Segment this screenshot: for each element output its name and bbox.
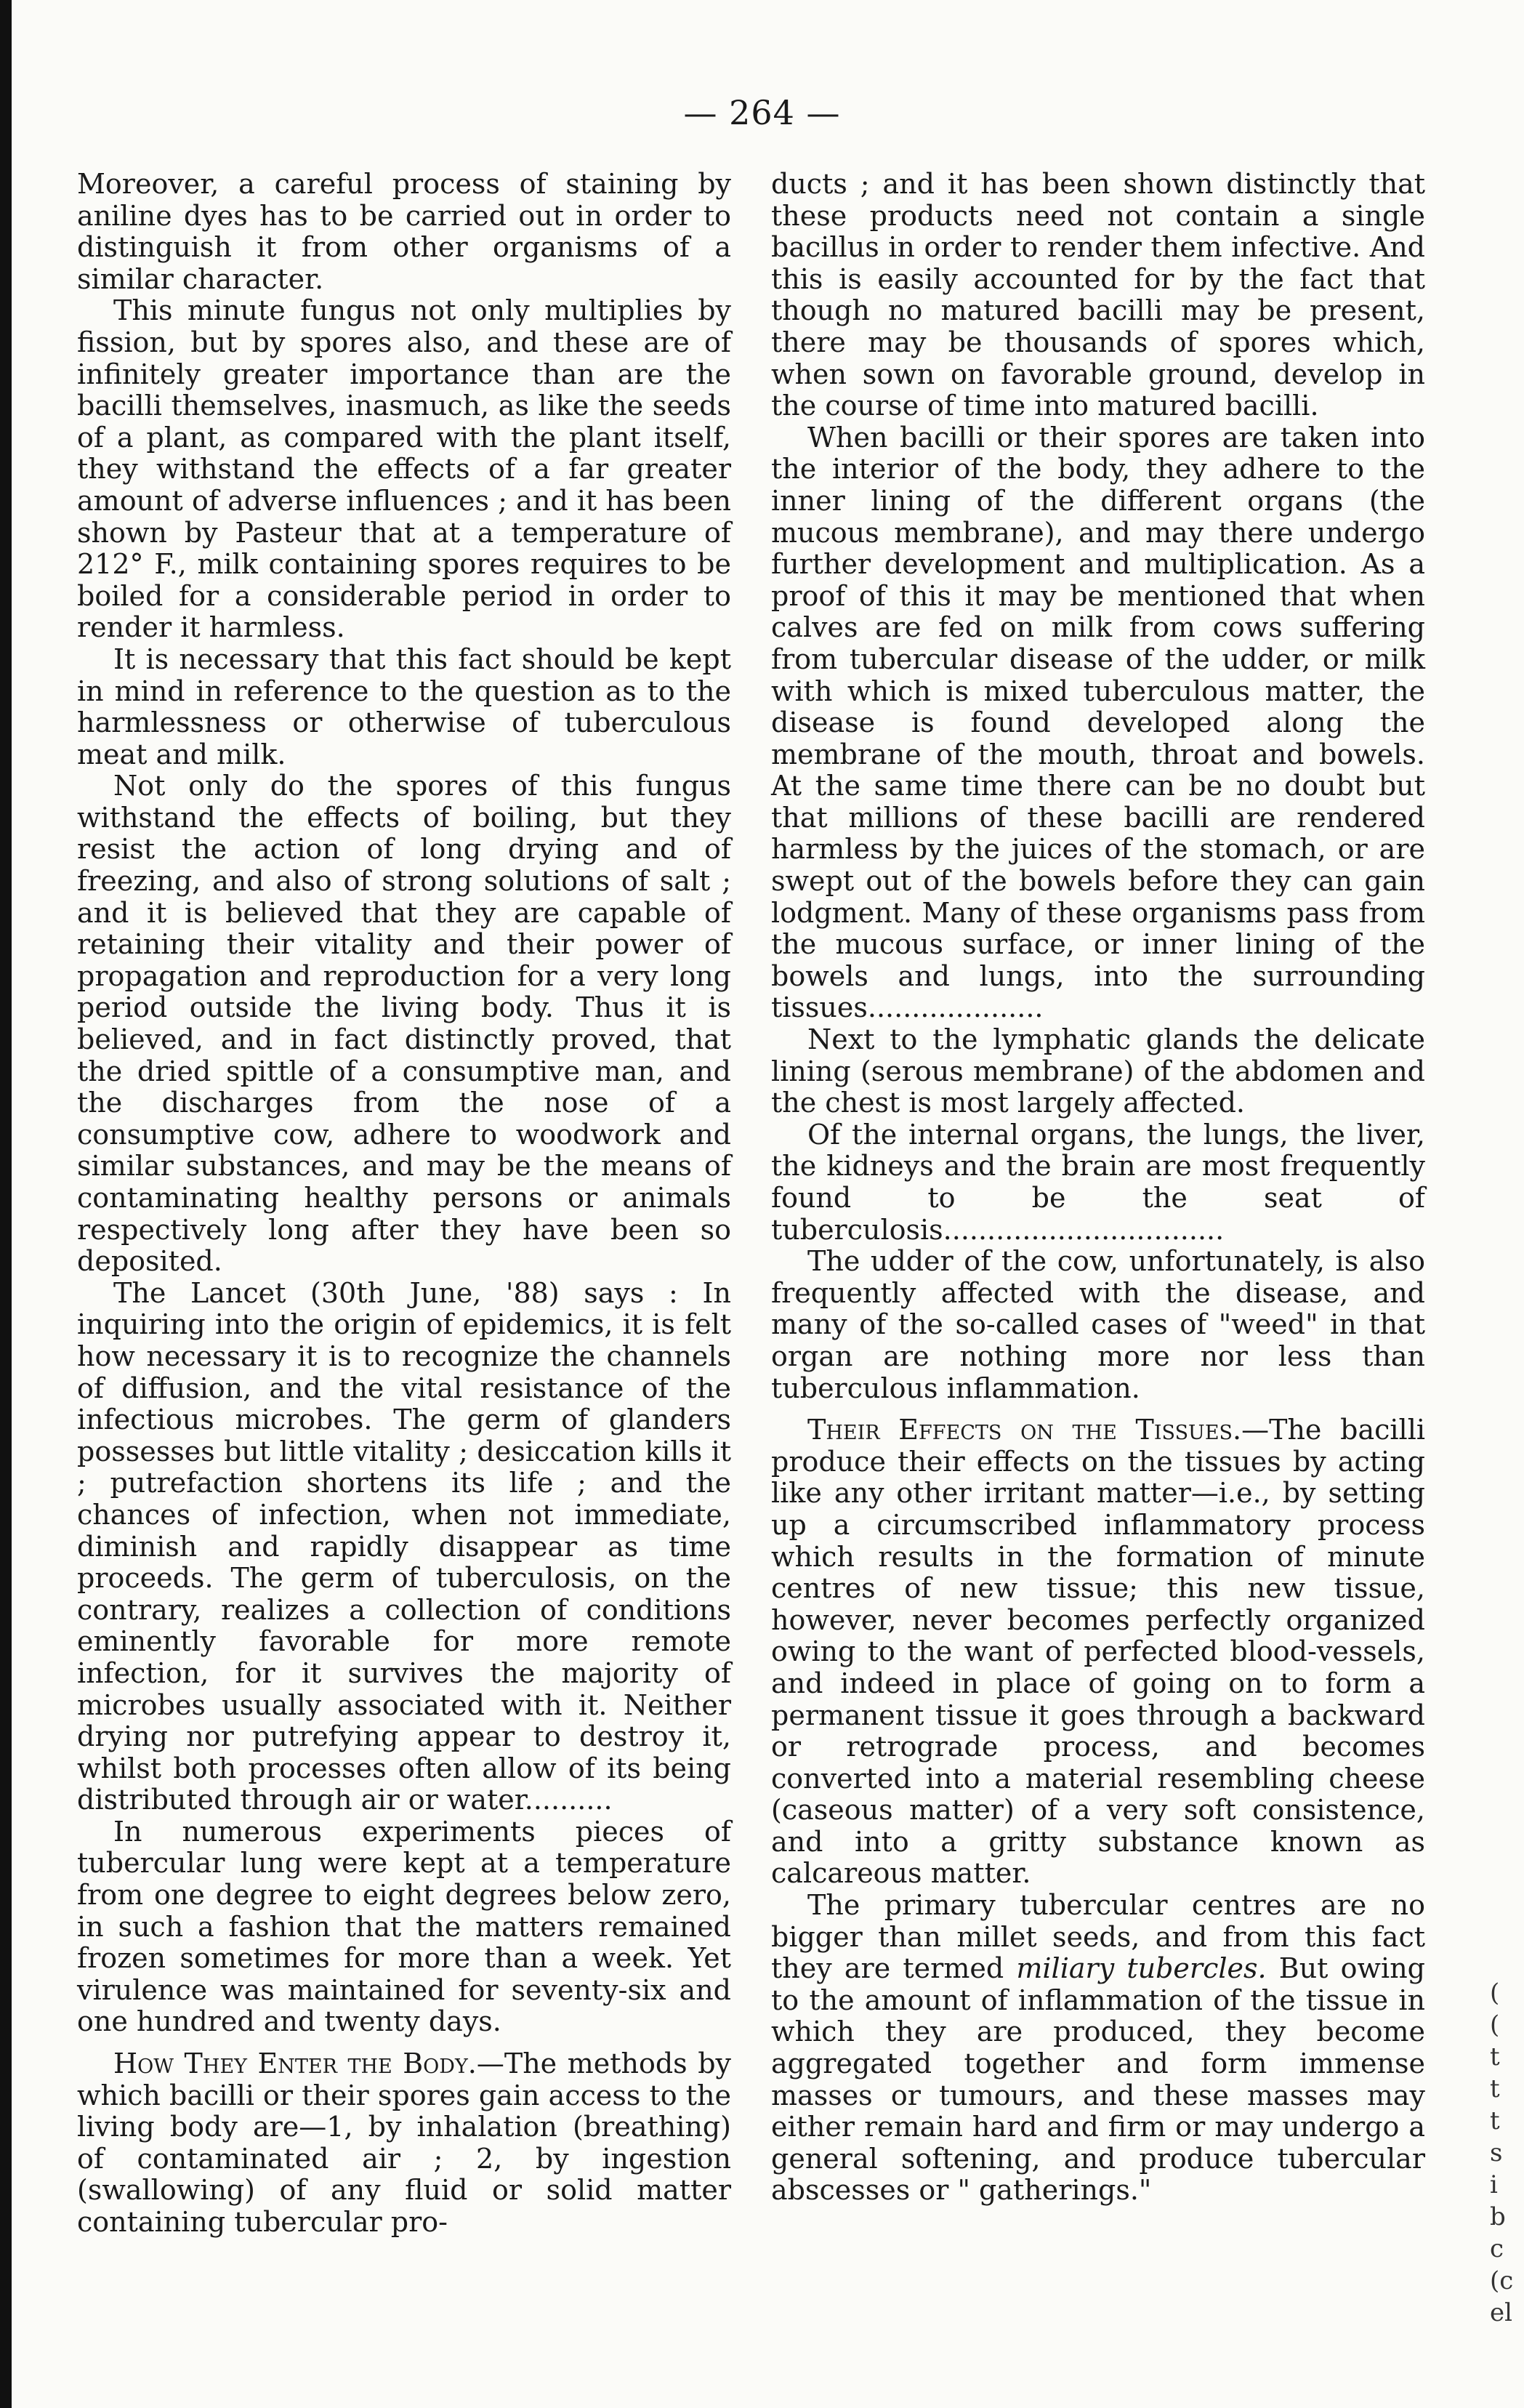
adjacent-page-fragment bbox=[1490, 1977, 1519, 2329]
paragraph: Next to the lymphatic glands the delicate lining (serous membrane) of the abdomen and the chest is most largely affected. bbox=[771, 1023, 1425, 1119]
margin-glyph: t bbox=[1490, 2074, 1500, 2103]
paragraph-text: The primary tubercular centres are no bigger than millet seeds, and from this fact they are termed bbox=[771, 1889, 1425, 1985]
section-heading: Their Effects on the Tissues. bbox=[807, 1414, 1242, 1446]
left-column bbox=[77, 169, 731, 2239]
page-number: — 264 — bbox=[683, 93, 841, 132]
right-column bbox=[771, 169, 1425, 2207]
paragraph bbox=[771, 1890, 1425, 2207]
section-text: —The methods by which bacilli or their spores gain access to the living body are—1, by inhalation (breathing) of contaminated air ; 2, by ingestion (swallowing) of any fluid or solid matter containing tubercular pro- bbox=[77, 2047, 731, 2238]
margin-glyph: s bbox=[1490, 2138, 1503, 2167]
margin-glyph: t bbox=[1490, 2106, 1500, 2135]
paragraph: The Lancet (30th June, '88) says : In inquiring into the origin of epidemics, it is felt how necessary it is to recognize the channels of diffusion, and the vital resistance of the infectious microbes. The germ of glanders possesses but little vitality ; desiccation kills it ; putrefaction shortens its life ; and the chances of infection, when not immediate, diminish and rapidly disappear as time proceeds. The germ of tuberculosis, on the contrary, realizes a collection of conditions eminently favorable for more remote infection, for it survives the majority of microbes usually associated with it. Neither drying nor putrefying appear to destroy it, whilst both processes often allow of its being distributed through air or water.......... bbox=[77, 1276, 731, 1816]
italic-term: miliary tubercles. bbox=[1016, 1952, 1267, 1985]
section-text: —The bacilli produce their effects on the tissues by acting like any other irritant matter—i.e., by setting up a circumscribed inflammatory process which results in the formation of minute centres of new tissue; this new tissue, however, never becomes perfectly organized owing to the want of perfected blood-vessels, and indeed in place of going on to form a permanent tissue it goes through a backward or retrograde process, and becomes converted into a material resembling cheese (caseous matter) of a very soft consistence, and into a gritty substance known as calcareous matter. bbox=[771, 1414, 1426, 1890]
paragraph: ducts ; and it has been shown distinctly that these products need not contain a single bacillus in order to render them infective. And this is easily accounted for by the fact that though no matured bacilli may be present, there may be thousands of spores which, when sown on favorable ground, develop in the course of time into matured bacilli. bbox=[771, 168, 1425, 422]
margin-glyph: i bbox=[1490, 2170, 1498, 2199]
paragraph: Not only do the spores of this fungus withstand the effects of boiling, but they resist the action of long drying and of freezing, and also of strong solutions of salt ; and it is believed that they are capable of retaining their vitality and their power of propagation and reproduction for a very long period outside the living body. Thus it is believed, and in fact distinctly proved, that the dried spittle of a consumptive man, and the discharges from the nose of a consumptive cow, adhere to woodwork and similar substances, and may be the means of contaminating healthy persons or animals respectively long after they have been so deposited. bbox=[77, 770, 731, 1278]
margin-glyph: b bbox=[1490, 2202, 1506, 2231]
margin-glyph: c bbox=[1490, 2234, 1504, 2263]
paragraph: In numerous experiments pieces of tubercular lung were kept at a temperature from one degree to eight degrees below zero, in such a fashion that the matters remained frozen sometimes for more than a week. Yet virulence was maintained for seventy-six and one hundred and twenty days. bbox=[77, 1815, 731, 2038]
margin-glyph: el bbox=[1490, 2298, 1512, 2327]
paragraph: This minute fungus not only multiplies by fission, but by spores also, and these are of infinitely greater importance than are the bacilli themselves, inasmuch, as like the seeds of a plant, as compared with the plant itself, they withstand the effects of a far greater amount of adverse influences ; and it has been shown by Pasteur that at a temperature of 212° F., milk containing spores requires to be boiled for a considerable period in order to render it harmless. bbox=[77, 294, 731, 644]
margin-glyph: ( bbox=[1490, 2010, 1500, 2039]
paragraph: When bacilli or their spores are taken into the interior of the body, they adhere to the inner lining of the different organs (the mucous membrane), and may there undergo further development and multiplication. As a proof of this it may be mentioned that when calves are fed on milk from cows suffering from tubercular disease of the udder, or milk with which is mixed tuberculous matter, the disease is found developed along the membrane of the mouth, throat and bowels. At the same time there can be no doubt but that millions of these bacilli are rendered harmless by the juices of the stomach, or are swept out of the bowels before they can gain lodgment. Many of these organisms pass from the mucous surface, or inner lining of the bowels and lungs, into the surrounding tissues.................... bbox=[771, 421, 1425, 1024]
margin-glyph: t bbox=[1490, 2042, 1500, 2071]
section-paragraph bbox=[771, 1414, 1425, 1890]
section-paragraph bbox=[77, 2048, 731, 2239]
margin-glyph: (c bbox=[1490, 2266, 1514, 2295]
scan-edge-bar bbox=[0, 0, 12, 2408]
margin-glyph: ( bbox=[1490, 1978, 1500, 2008]
paragraph: Moreover, a careful process of staining by aniline dyes has to be carried out in order to distinguish it from other organisms of a similar character. bbox=[77, 168, 731, 295]
paragraph: It is necessary that this fact should be kept in mind in reference to the question as to the harmlessness or otherwise of tuberculous meat and milk. bbox=[77, 643, 731, 770]
paragraph: The udder of the cow, unfortunately, is also frequently affected with the disease, and many of the so-called cases of "weed" in that organ are nothing more nor less than tuberculous inflammation. bbox=[771, 1245, 1425, 1404]
paragraph: Of the internal organs, the lungs, the liver, the kidneys and the brain are most frequently found to be the seat of tuberculosis................................ bbox=[771, 1118, 1425, 1246]
section-heading: How They Enter the Body. bbox=[113, 2047, 477, 2080]
paragraph-text: But owing to the amount of inflammation of the tissue in which they are produced, they become aggregated together and form immense masses or tumours, and these masses may either remain hard and firm or may undergo a general softening, and produce tubercular abscesses or " gatherings." bbox=[771, 1952, 1425, 2207]
